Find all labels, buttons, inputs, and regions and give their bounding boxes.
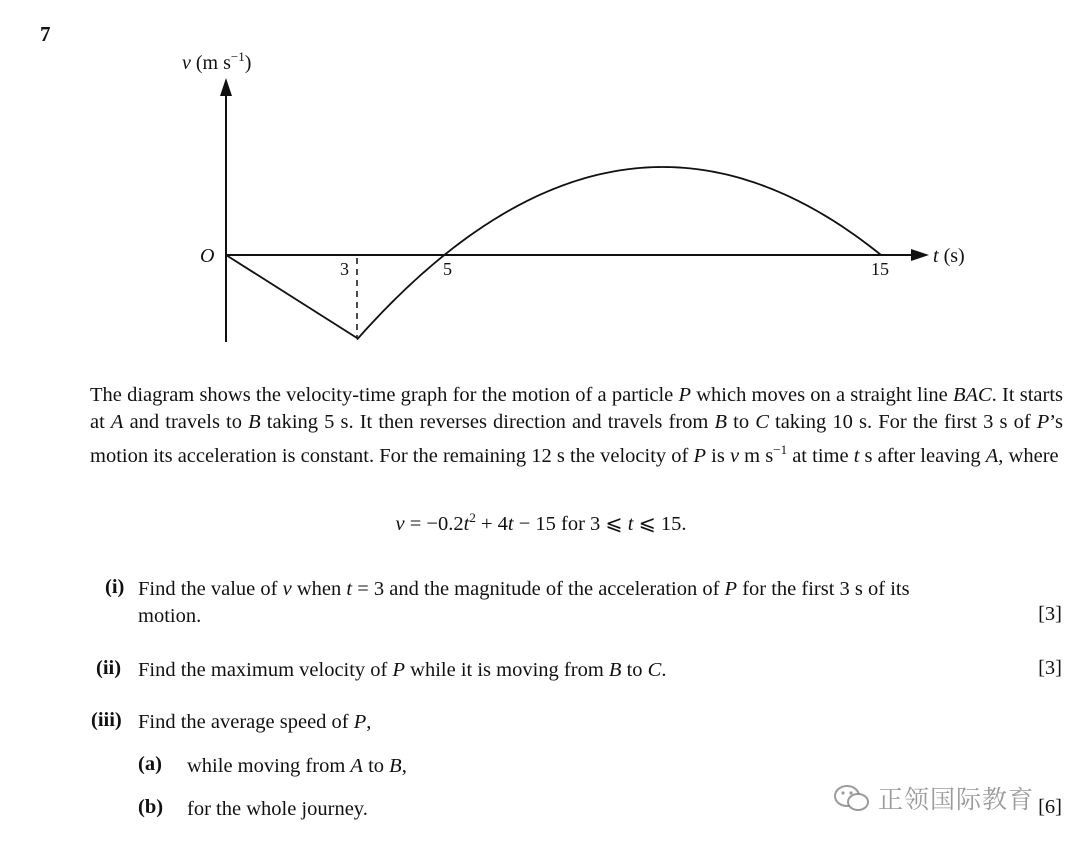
tick-label-5: 5 (443, 259, 452, 279)
part-ii-label: (ii) (96, 657, 122, 679)
part-i-text: Find the value of v when t = 3 and the magnitude of the acceleration of P for the first 3 s of its (138, 578, 910, 600)
x-axis-arrowhead (911, 249, 929, 261)
linear-segment (226, 255, 357, 338)
y-axis-arrowhead (220, 78, 232, 96)
part-iii-b-label: (b) (138, 796, 164, 818)
velocity-equation: $v = -0.2t^2 + 4t - 15$ for 3 ⩽ t ⩽ 15. (395, 510, 687, 535)
part-iii-b-text: for the whole journey. (187, 798, 368, 820)
part-i-label: (i) (105, 576, 125, 598)
part-iii-marks: [6] (1038, 796, 1062, 818)
part-iii-label: (iii) (91, 709, 122, 731)
part-ii-marks: [3] (1038, 657, 1062, 679)
x-axis-label: t (s) (933, 245, 965, 267)
quadratic-curve (357, 167, 881, 339)
part-iii-a-label: (a) (138, 753, 162, 775)
part-i-text-line2: motion. (138, 605, 202, 627)
tick-label-15: 15 (871, 259, 889, 279)
wechat-icon (832, 783, 872, 813)
question-paragraph: The diagram shows the velocity-time graph for the motion of a particle P which moves on a straight line BAC. It starts at A and travels to B taking 5 s. It then reverses direction and travels from B to C taking 10 s. For the first 3 s of P’s motion its acceleration is constant. For the remaining 12 s the velocity of P is v m $s^{-1}$ at time t s after leaving A, where (90, 384, 1064, 467)
origin-label: O (200, 245, 215, 267)
watermark-text: 正领国际教育 (878, 785, 1035, 814)
part-iii-text: Find the average speed of P, (138, 711, 372, 733)
y-axis-label: v (m $s^{-1}$) (182, 49, 252, 74)
tick-label-3: 3 (340, 259, 349, 279)
part-ii-text: Find the maximum velocity of P while it is moving from B to C. (138, 659, 667, 681)
velocity-time-graph (0, 0, 1080, 370)
question-number: 7 (40, 22, 51, 46)
part-iii-a-text: while moving from A to B, (187, 755, 407, 777)
part-i-marks: [3] (1038, 603, 1062, 625)
